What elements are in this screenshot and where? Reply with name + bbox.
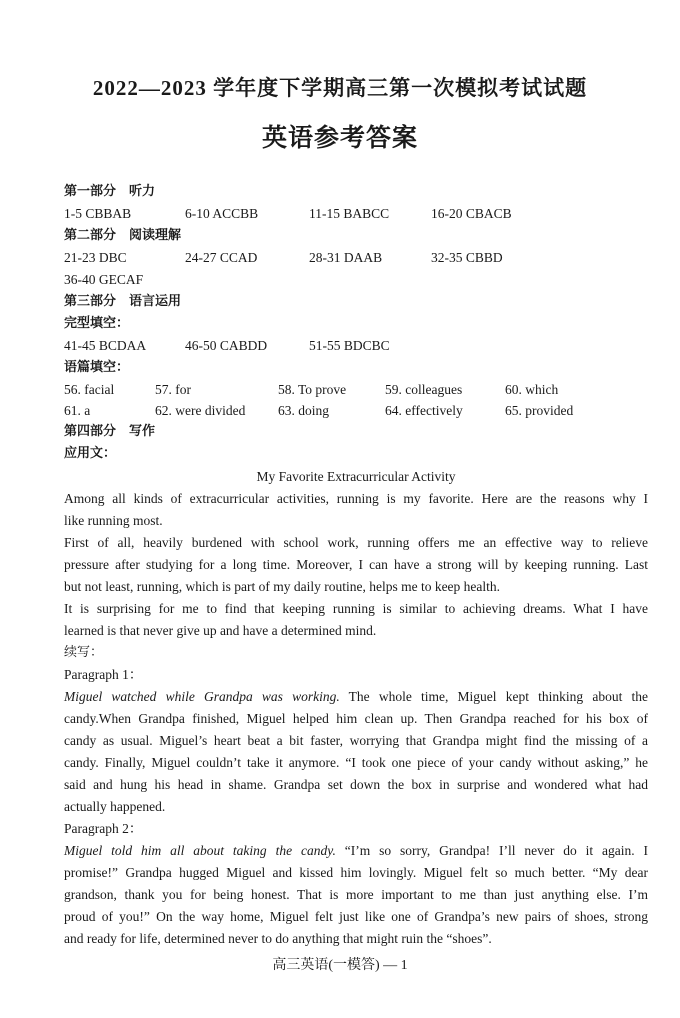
exam-title: 2022—2023 学年度下学期高三第一次模拟考试试题 [92, 76, 588, 100]
essay-line: pressure after studying for a long time. Moreover, I can have a strong will by keeping running. Last [64, 557, 648, 572]
paragraph1-line: actually happened. [64, 799, 166, 814]
paragraph2-line: and ready for life, determined never to do anything that might ruin the “shoes”. [64, 931, 492, 946]
answer-item: 65. provided [505, 403, 574, 418]
answer-group: 16-20 CBACB [431, 206, 512, 221]
paragraph2-line: proud of you!” On the way home, Miguel felt just like one of Grandpa’s new pairs of shoes, strong [64, 909, 648, 924]
essay-line: Among all kinds of extracurricular activities, running is my favorite. Here are the reasons why I [64, 491, 648, 506]
paragraph2-line: promise!” Grandpa hugged Miguel and kissed him lovingly. Miguel felt so much better. “My dear [64, 865, 648, 880]
answer-group: 11-15 BABCC [309, 206, 390, 221]
answer-item: 62. were divided [155, 403, 246, 418]
essay-line: First of all, heavily burdened with school work, running offers me an effective way to relieve [64, 535, 648, 550]
answer-item: 57. for [155, 382, 191, 397]
answer-item: 63. doing [278, 403, 330, 418]
continuation-writing-heading: 续写： [64, 645, 104, 660]
essay-line: like running most. [64, 513, 163, 528]
part3-heading: 第三部分 语言运用 [64, 294, 182, 309]
answer-item: 59. colleagues [385, 382, 463, 397]
paragraph1-first-line [64, 686, 648, 708]
document-title: 英语参考答案 [261, 125, 418, 152]
paragraph1-text: The whole time, Miguel kept thinking about the [339, 689, 648, 704]
grammar-answers-row2 [64, 400, 648, 421]
answer-content [64, 181, 648, 950]
answer-group: 46-50 CABDD [185, 338, 268, 353]
answer-group: 51-55 BDCBC [309, 338, 390, 353]
part1-answers [64, 203, 648, 225]
paragraph2-line: grandson, thank you for being honest. That is more important to me than just anything else. I’m [64, 887, 648, 902]
grammar-answers-row1 [64, 379, 648, 400]
answer-group: 24-27 CCAD [185, 250, 258, 265]
answer-group: 32-35 CBBD [431, 250, 503, 265]
paragraph1-lead: Miguel watched while Grandpa was working. [64, 689, 340, 704]
part2-heading: 第二部分 阅读理解 [64, 228, 182, 243]
paragraph1-line: candy as usual. Miguel’s heart beat a bit faster, worrying that Grandpa might find the missing of a [64, 733, 648, 748]
answer-group: 1-5 CBBAB [64, 206, 132, 221]
paragraph1-label: Paragraph 1： [64, 667, 143, 682]
answer-item: 60. which [505, 382, 559, 397]
essay-line: It is surprising for me to find that keeping running is similar to achieving dreams. What I have [64, 601, 648, 616]
answer-group: 21-23 DBC [64, 250, 127, 265]
cloze-heading: 完型填空： [64, 316, 130, 331]
cloze-answers [64, 335, 648, 357]
answer-item: 56. facial [64, 382, 115, 397]
answer-group: 36-40 GECAF [64, 272, 144, 287]
part2-answers-row2 [64, 269, 648, 291]
paragraph2-first-line [64, 840, 648, 862]
part1-heading: 第一部分 听力 [64, 184, 156, 199]
paragraph2-text: “I’m so sorry, Grandpa! I’ll never do it again. I [335, 843, 648, 858]
paragraph1-line: candy.When Grandpa finished, Miguel helped him clean up. Then Grandpa reached for his box of [64, 711, 648, 726]
answer-item: 58. To prove [278, 382, 347, 397]
paragraph1-line: candy. Finally, Miguel couldn’t take it anymore. “I took one piece of your candy without asking,” he [64, 755, 648, 770]
practical-writing-heading: 应用文： [64, 446, 117, 461]
answer-item: 61. a [64, 403, 91, 418]
answer-group: 28-31 DAAB [309, 250, 383, 265]
answer-item: 64. effectively [385, 403, 463, 418]
paragraph2-label: Paragraph 2： [64, 821, 143, 836]
essay-title: My Favorite Extracurricular Activity [256, 469, 456, 484]
paragraph1-line: said and hung his head in shame. Grandpa set down the box in surprise and wondered what had [64, 777, 648, 792]
part2-answers [64, 247, 648, 269]
answer-group: 41-45 BCDAA [64, 338, 147, 353]
essay-line: but not least, running, which is part of my daily routine, helps me to keep health. [64, 579, 501, 594]
essay-body [64, 488, 648, 642]
answer-group: 6-10 ACCBB [185, 206, 259, 221]
page-footer: 高三英语(一模答) — 1 [272, 958, 408, 973]
grammar-fill-heading: 语篇填空： [64, 360, 130, 375]
paragraph2-lead: Miguel told him all about taking the candy. [64, 843, 336, 858]
part4-heading: 第四部分 写作 [64, 424, 156, 439]
essay-line: learned is that never give up and have a determined mind. [64, 623, 377, 638]
